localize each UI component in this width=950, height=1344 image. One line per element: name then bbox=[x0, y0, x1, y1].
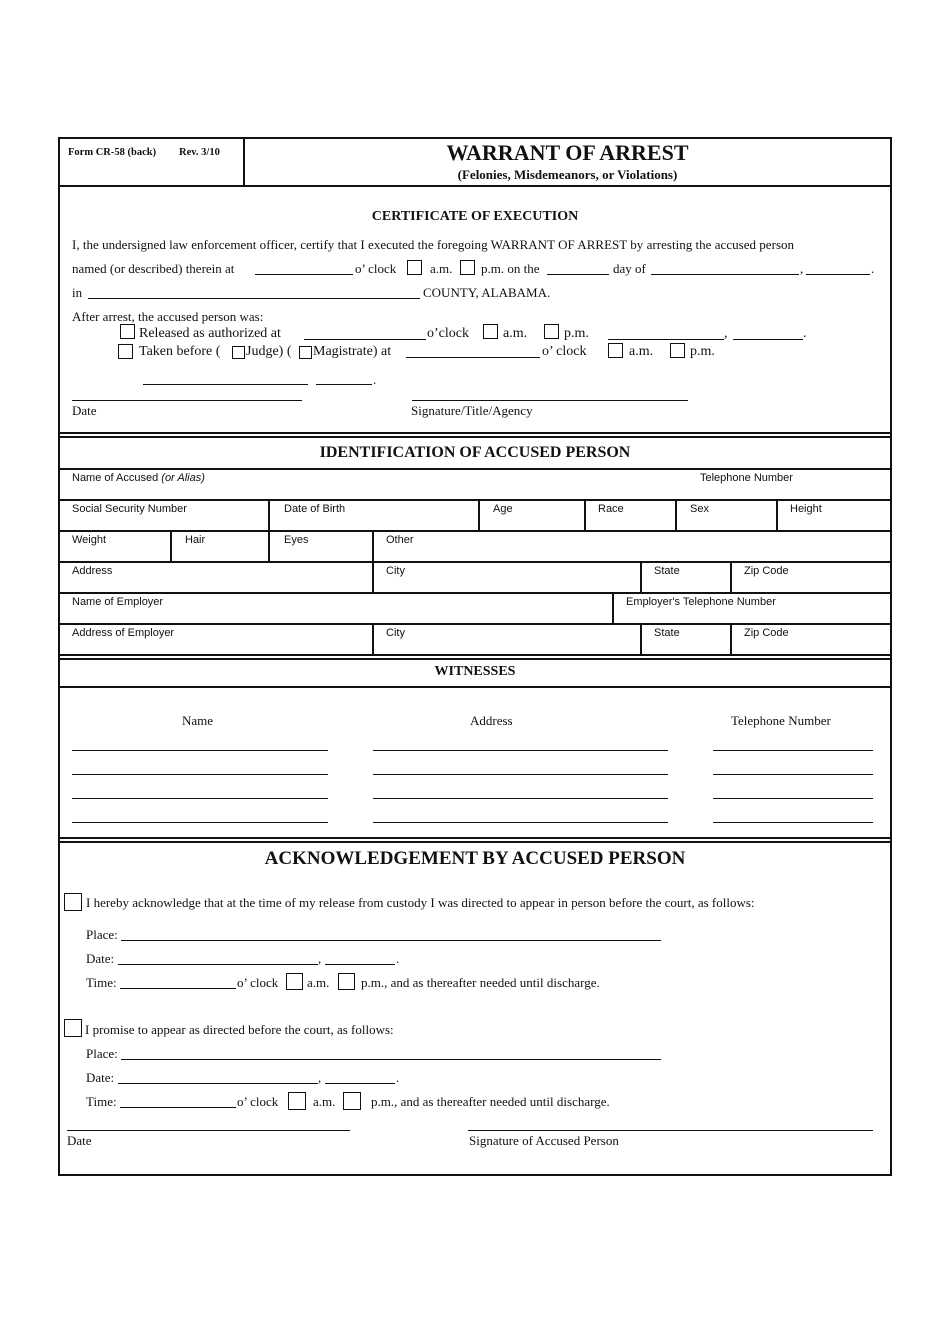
dob-label: Date of Birth bbox=[284, 503, 346, 515]
acknowledgement-heading: ACKNOWLEDGEMENT BY ACCUSED PERSON bbox=[264, 848, 686, 869]
id-rule-3 bbox=[58, 561, 892, 563]
date2-label: Date: bbox=[86, 1070, 115, 1085]
taken-am-label: a.m. bbox=[629, 344, 654, 359]
place2-field[interactable] bbox=[121, 1059, 661, 1060]
witness-address-header: Address bbox=[470, 713, 513, 728]
form-number: Form CR-58 (back) bbox=[68, 147, 157, 158]
place2-label: Place: bbox=[86, 1046, 118, 1061]
year2-field[interactable] bbox=[325, 1083, 395, 1084]
witness-address-field[interactable] bbox=[373, 774, 668, 775]
name-label-text: Name of Accused bbox=[72, 472, 159, 484]
witnesses-rule bbox=[58, 686, 892, 688]
height-label: Height bbox=[790, 503, 822, 515]
released-date-field[interactable] bbox=[608, 339, 724, 340]
witness-name-field[interactable] bbox=[72, 822, 328, 823]
hair-label: Hair bbox=[185, 534, 206, 546]
employer-state-label: State bbox=[654, 627, 680, 639]
promise-am-checkbox[interactable] bbox=[288, 1092, 306, 1110]
witness-phone-header: Telephone Number bbox=[731, 713, 831, 728]
id-divider bbox=[612, 592, 614, 624]
arrest-am-checkbox[interactable] bbox=[407, 260, 422, 275]
id-divider bbox=[640, 623, 642, 655]
released-checkbox[interactable] bbox=[120, 324, 135, 339]
state-label: State bbox=[654, 565, 680, 577]
arrest-month-field[interactable] bbox=[651, 274, 799, 275]
taken-before-checkbox[interactable] bbox=[118, 344, 133, 359]
day-of-label: day of bbox=[613, 261, 646, 276]
magistrate-checkbox[interactable] bbox=[299, 346, 312, 359]
promise-pm-checkbox[interactable] bbox=[343, 1092, 361, 1110]
released-pm-checkbox[interactable] bbox=[544, 324, 559, 339]
judge-checkbox[interactable] bbox=[232, 346, 245, 359]
id-divider bbox=[372, 623, 374, 655]
named-in-label: named (or described) therein at bbox=[72, 261, 235, 276]
id-divider bbox=[776, 499, 778, 531]
released-am-checkbox[interactable] bbox=[483, 324, 498, 339]
id-divider bbox=[730, 561, 732, 593]
taken-date-field[interactable] bbox=[143, 384, 308, 385]
oclock-label: o’ clock bbox=[355, 261, 397, 276]
period-2: . bbox=[803, 326, 807, 341]
place-label: Place: bbox=[86, 927, 118, 942]
ack-am-label: a.m. bbox=[307, 975, 330, 990]
id-divider bbox=[730, 623, 732, 655]
id-divider bbox=[268, 499, 270, 531]
taken-pm-checkbox[interactable] bbox=[670, 343, 685, 358]
section-rule-1b bbox=[58, 436, 892, 438]
promise-pm-label: p.m., and as thereafter needed until discharge. bbox=[371, 1094, 610, 1109]
age-label: Age bbox=[493, 503, 513, 515]
other-label: Other bbox=[386, 534, 414, 546]
judge-label: Judge) ( bbox=[246, 344, 292, 359]
id-divider bbox=[268, 530, 270, 562]
section-rule-2b bbox=[58, 658, 892, 660]
time-field[interactable] bbox=[120, 988, 236, 989]
am-label: a.m. bbox=[430, 261, 453, 276]
form-revision: Rev. 3/10 bbox=[179, 147, 220, 158]
taken-time-field[interactable] bbox=[406, 357, 540, 358]
witness-name-field[interactable] bbox=[72, 774, 328, 775]
accused-signature-field[interactable] bbox=[468, 1130, 873, 1131]
taken-pm-label: p.m. bbox=[690, 344, 715, 359]
in-label: in bbox=[72, 285, 83, 300]
taken-before-label: Taken before ( bbox=[139, 344, 221, 359]
identification-heading: IDENTIFICATION OF ACCUSED PERSON bbox=[319, 444, 631, 461]
id-rule-0 bbox=[58, 468, 892, 470]
comma-1: , bbox=[800, 261, 804, 276]
id-divider bbox=[675, 499, 677, 531]
accused-signature-label: Signature of Accused Person bbox=[469, 1133, 619, 1148]
ack-date-label: Date bbox=[67, 1133, 92, 1148]
witness-name-header: Name bbox=[182, 713, 214, 728]
sex-label: Sex bbox=[690, 503, 709, 515]
employer-city-label: City bbox=[386, 627, 405, 639]
name-of-accused-label bbox=[72, 472, 205, 484]
header-rule bbox=[58, 185, 892, 187]
period-4: . bbox=[396, 951, 400, 966]
race-label: Race bbox=[598, 503, 624, 515]
id-divider bbox=[372, 561, 374, 593]
promise-text: I promise to appear as directed before the court, as follows: bbox=[85, 1022, 394, 1037]
id-divider bbox=[640, 561, 642, 593]
magistrate-label: Magistrate) at bbox=[313, 344, 392, 359]
section-rule-3a bbox=[58, 837, 892, 839]
witness-address-field[interactable] bbox=[373, 798, 668, 799]
county-label: COUNTY, ALABAMA. bbox=[423, 285, 551, 300]
city-label: City bbox=[386, 565, 405, 577]
ack-date-field[interactable] bbox=[67, 1130, 350, 1131]
witnesses-heading: WITNESSES bbox=[434, 664, 516, 679]
eyes-label: Eyes bbox=[284, 534, 309, 546]
witness-name-field[interactable] bbox=[72, 798, 328, 799]
section-rule-1a bbox=[58, 432, 892, 434]
id-rule-1 bbox=[58, 499, 892, 501]
ack-pm-checkbox[interactable] bbox=[338, 973, 355, 990]
arrest-day-field[interactable] bbox=[547, 274, 609, 275]
id-rule-2 bbox=[58, 530, 892, 532]
certificate-date-field[interactable] bbox=[72, 400, 302, 401]
acknowledge-checkbox[interactable] bbox=[64, 893, 82, 911]
period-5: . bbox=[396, 1070, 400, 1085]
id-rule-4 bbox=[58, 592, 892, 594]
taken-oclock-label: o’ clock bbox=[542, 344, 587, 359]
period-1: . bbox=[871, 261, 875, 276]
taken-am-checkbox[interactable] bbox=[608, 343, 623, 358]
weight-label: Weight bbox=[72, 534, 107, 546]
id-divider bbox=[170, 530, 172, 562]
date-field[interactable] bbox=[118, 964, 318, 965]
time2-field[interactable] bbox=[120, 1107, 236, 1108]
acknowledge-text: I hereby acknowledge that at the time of my release from custody I was directed to appear in person before the court, as follows: bbox=[86, 895, 755, 910]
ack-oclock-label: o’ clock bbox=[237, 975, 279, 990]
promise-oclock-label: o’ clock bbox=[237, 1094, 279, 1109]
witness-address-field[interactable] bbox=[373, 822, 668, 823]
comma-4: , bbox=[318, 1070, 322, 1085]
county-field[interactable] bbox=[88, 298, 420, 299]
section-rule-2a bbox=[58, 654, 892, 656]
form-subtitle: (Felonies, Misdemeanors, or Violations) bbox=[457, 167, 678, 182]
comma-2: , bbox=[724, 326, 728, 341]
released-label: Released as authorized at bbox=[139, 326, 281, 341]
certificate-date-label: Date bbox=[72, 403, 97, 418]
ack-am-checkbox[interactable] bbox=[286, 973, 303, 990]
released-pm-label: p.m. bbox=[564, 326, 589, 341]
witness-phone-field[interactable] bbox=[713, 798, 873, 799]
employer-address-label: Address of Employer bbox=[72, 627, 175, 639]
employer-zip-label: Zip Code bbox=[744, 627, 789, 639]
place-field[interactable] bbox=[121, 940, 661, 941]
witness-phone-field[interactable] bbox=[713, 774, 873, 775]
certificate-heading: CERTIFICATE OF EXECUTION bbox=[371, 209, 579, 224]
witness-name-field[interactable] bbox=[72, 750, 328, 751]
date-label: Date: bbox=[86, 951, 115, 966]
certificate-signature-field[interactable] bbox=[412, 400, 688, 401]
arrest-year-field[interactable] bbox=[806, 274, 870, 275]
time2-label: Time: bbox=[86, 1094, 117, 1109]
released-time-field[interactable] bbox=[304, 339, 426, 340]
id-divider bbox=[372, 530, 374, 562]
date2-field[interactable] bbox=[118, 1083, 318, 1084]
certificate-signature-label: Signature/Title/Agency bbox=[411, 403, 533, 418]
taken-year-field[interactable] bbox=[316, 384, 372, 385]
arrest-time-field[interactable] bbox=[255, 274, 353, 275]
witness-phone-field[interactable] bbox=[713, 750, 873, 751]
ssn-label: Social Security Number bbox=[72, 503, 187, 515]
id-divider bbox=[584, 499, 586, 531]
telephone-label: Telephone Number bbox=[700, 472, 793, 484]
promise-am-label: a.m. bbox=[313, 1094, 336, 1109]
released-oclock-label: o’clock bbox=[427, 326, 469, 341]
year-field[interactable] bbox=[325, 964, 395, 965]
witness-phone-field[interactable] bbox=[713, 822, 873, 823]
employer-phone-label: Employer's Telephone Number bbox=[626, 596, 776, 608]
address-label: Address bbox=[72, 565, 113, 577]
certificate-statement: I, the undersigned law enforcement officer, certify that I executed the foregoing WARRANT OF ARREST by arresting the accused person bbox=[72, 237, 795, 252]
arrest-pm-checkbox[interactable] bbox=[460, 260, 475, 275]
witness-address-field[interactable] bbox=[373, 750, 668, 751]
alias-label-text: (or Alias) bbox=[161, 472, 205, 484]
released-year-field[interactable] bbox=[733, 339, 803, 340]
form-title: WARRANT OF ARREST bbox=[446, 140, 689, 165]
ack-pm-label: p.m., and as thereafter needed until discharge. bbox=[361, 975, 600, 990]
period-3: . bbox=[373, 372, 377, 387]
after-arrest-label: After arrest, the accused person was: bbox=[72, 309, 264, 324]
time-label: Time: bbox=[86, 975, 117, 990]
released-am-label: a.m. bbox=[503, 326, 528, 341]
employer-label: Name of Employer bbox=[72, 596, 164, 608]
section-rule-3b bbox=[58, 841, 892, 843]
pm-on-the-label: p.m. on the bbox=[481, 261, 540, 276]
zip-label: Zip Code bbox=[744, 565, 789, 577]
promise-checkbox[interactable] bbox=[64, 1019, 82, 1037]
comma-3: , bbox=[318, 951, 322, 966]
id-divider bbox=[478, 499, 480, 531]
id-rule-5 bbox=[58, 623, 892, 625]
